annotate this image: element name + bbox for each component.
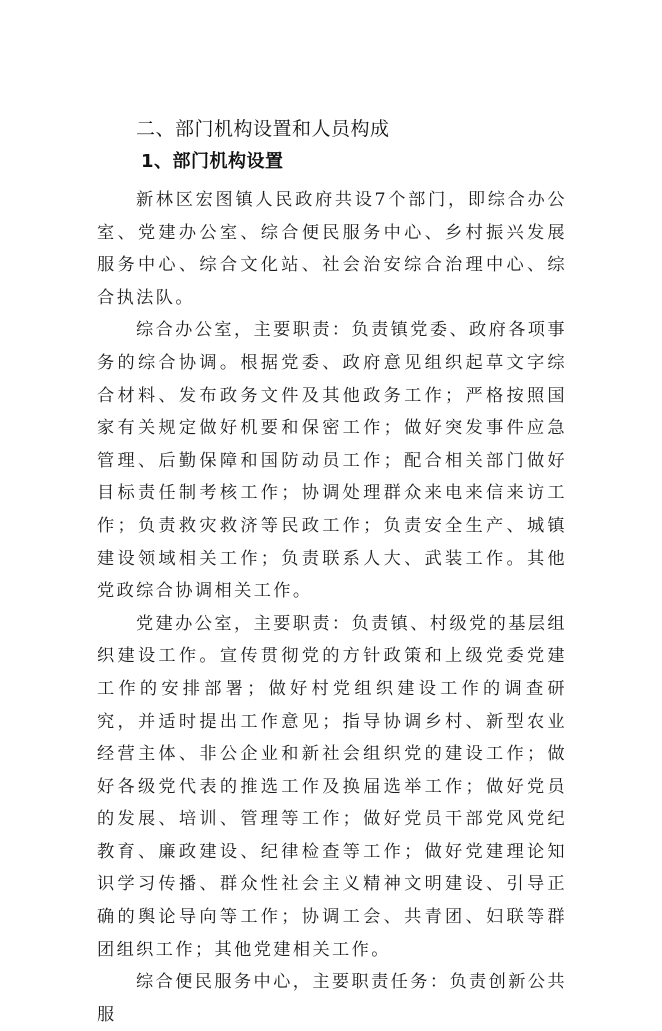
body-text	[97, 184, 567, 1031]
subsection-heading: 1、部门机构设置	[141, 151, 284, 172]
section-heading: 二、部门机构设置和人员构成	[136, 118, 390, 140]
paragraph-general-office: 综合办公室，主要职责：负责镇党委、政府各项事务的综合协调。根据党委、政府意见组织起草文字综合材料、发布政务文件及其他政务工作；严格按照国家有关规定做好机要和保密工作；做好突发事件应急管理、后勤保障和国防动员工作；配合相关部门做好目标责任制考核工作；协调处理群众来电来信来访工作；负责救灾救济等民政工作；负责安全生产、城镇建设领域相关工作；负责联系人大、武装工作。其他党政综合协调相关工作。	[97, 320, 567, 602]
paragraph-party-building-office: 党建办公室，主要职责：负责镇、村级党的基层组织建设工作。宣传贯彻党的方针政策和上级党委党建工作的安排部署；做好村党组织建设工作的调查研究，并适时提出工作意见；指导协调乡村、新型农业经营主体、非公企业和新社会组织党的建设工作；做好各级党代表的推选工作及换届选举工作；做好党员的发展、培训、管理等工作；做好党员干部党风党纪教育、廉政建设、纪律检查等工作；做好党建理论知识学习传播、群众性社会主义精神文明建设、引导正确的舆论导向等工作；协调工会、共青团、妇联等群团组织工作；其他党建相关工作。	[97, 613, 567, 960]
paragraph-service-center: 综合便民服务中心，主要职责任务：负责创新公共服	[97, 972, 567, 1025]
paragraph-department-overview: 新林区宏图镇人民政府共设7个部门，即综合办公室、党建办公室、综合便民服务中心、乡村振兴发展服务中心、综合文化站、社会治安综合治理中心、综合执法队。	[97, 190, 567, 308]
